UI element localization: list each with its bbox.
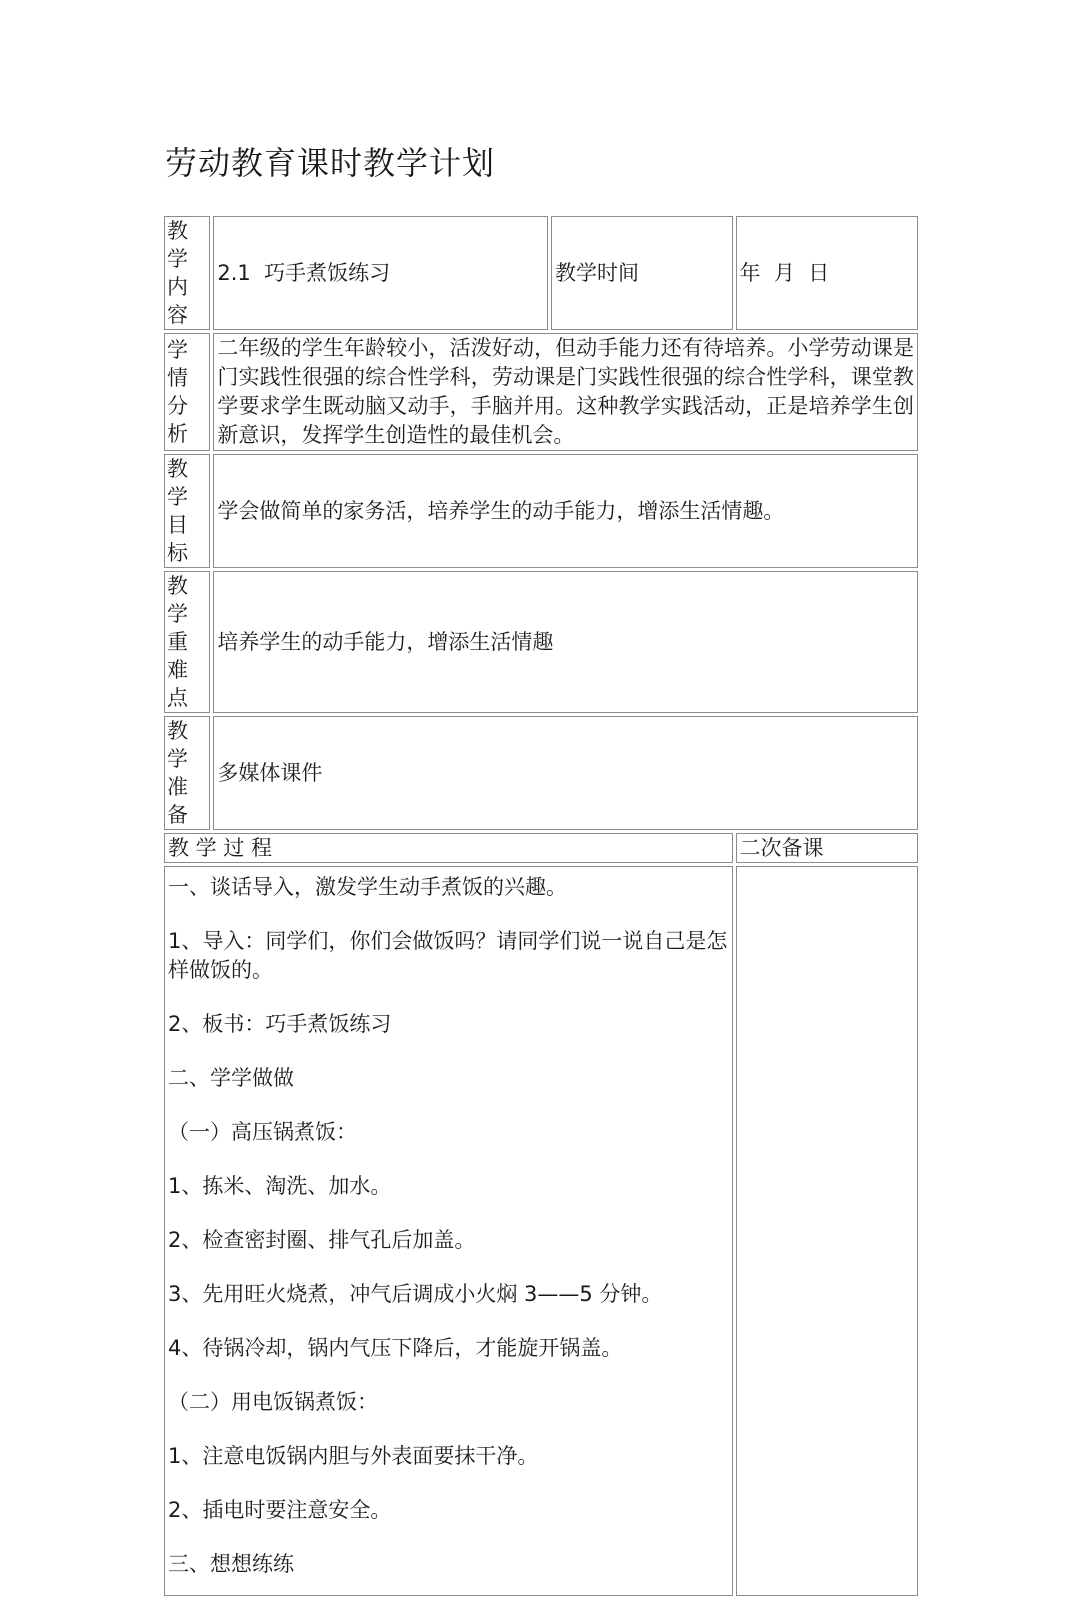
process-paragraph: 1、注意电饭锅内胆与外表面要抹干净。 [168,1443,539,1468]
row-key-points [164,571,918,713]
key-points-label: 教学重难点 [164,571,210,713]
process-paragraph: 2、板书：巧手煮饭练习 [168,1011,392,1036]
time-value: 年 月 日 [736,216,919,330]
preparation-value: 多媒体课件 [213,716,918,830]
row-content [164,216,918,330]
process-paragraph: 二、学学做做 [168,1065,294,1090]
process-paragraph: 2、检查密封圈、排气孔后加盖。 [168,1227,476,1252]
time-label: 教学时间 [551,216,732,330]
second-prep-header: 二次备课 [736,833,919,863]
process-content [164,866,733,1596]
row-process [164,866,918,1596]
row-analysis [164,333,918,451]
lesson-plan-table [161,213,921,1599]
process-paragraph: 4、待锅冷却，锅内气压下降后，才能旋开锅盖。 [168,1335,623,1360]
row-process-header [164,833,918,863]
content-value: 2.1 巧手煮饭练习 [213,216,548,330]
process-header: 教 学 过 程 [164,833,733,863]
row-preparation [164,716,918,830]
process-paragraph: （一）高压锅煮饭： [168,1119,357,1144]
row-goal [164,454,918,568]
second-prep-content [736,866,919,1596]
preparation-label: 教学准备 [164,716,210,830]
process-paragraph: 1、拣米、淘洗、加水。 [168,1173,392,1198]
goal-value: 学会做简单的家务活，培养学生的动手能力，增添生活情趣。 [213,454,918,568]
process-paragraph: 三、想想练练 [168,1551,294,1576]
analysis-label: 学情分析 [164,333,210,451]
analysis-value: 二年级的学生年龄较小，活泼好动，但动手能力还有待培养。小学劳动课是门实践性很强的综合性学科，劳动课是门实践性很强的综合性学科，课堂教学要求学生既动脑又动手，手脑并用。这种教学实践活动，正是培养学生创新意识，发挥学生创造性的最佳机会。 [213,333,918,451]
process-paragraph: 一、谈话导入，激发学生动手煮饭的兴趣。 [168,875,567,899]
goal-label: 教学目标 [164,454,210,568]
page-title: 劳动教育课时教学计划 [165,144,496,182]
content-label: 教学内容 [164,216,210,330]
process-paragraph: （二）用电饭锅煮饭： [168,1389,378,1414]
process-paragraph: 1、导入：同学们，你们会做饭吗？请同学们说一说自己是怎样做饭的。 [168,929,728,982]
process-paragraph: 3、先用旺火烧煮，冲气后调成小火焖 3——5 分钟。 [168,1281,663,1306]
process-paragraph: 2、插电时要注意安全。 [168,1497,392,1522]
key-points-value: 培养学生的动手能力，增添生活情趣 [213,571,918,713]
